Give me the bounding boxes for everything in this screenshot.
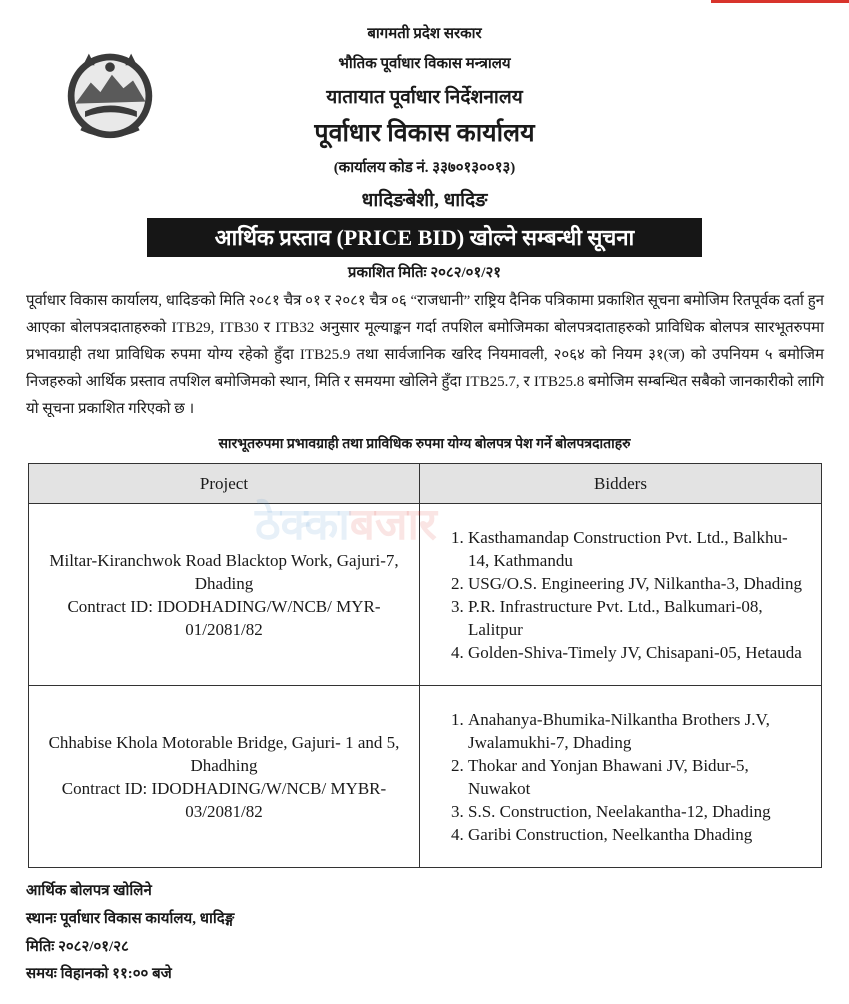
province-government-heading: बागमती प्रदेश सरकार xyxy=(367,26,482,42)
office-heading: पूर्वाधार विकास कार्यालय xyxy=(314,120,535,147)
published-date: प्रकाशित मितिः २०८२/०१/२१ xyxy=(347,265,502,281)
column-header-bidders: Bidders xyxy=(420,464,822,504)
bidders-list xyxy=(442,708,813,846)
list-item: 3. S.S. Construction, Neelakantha-12, Dhading xyxy=(468,800,813,823)
bidders-list xyxy=(442,526,813,664)
table-row xyxy=(29,686,822,868)
bidders-table-title: सारभूतरुपमा प्रभावग्राही तथा प्राविधिक रुपमा योग्य बोलपत्र पेश गर्ने बोलपत्रदाताहरु xyxy=(218,437,631,452)
footer-place: स्थानः पूर्वाधार विकास कार्यालय, धादिङ्ग xyxy=(26,911,235,927)
watermark-part-2: बजार xyxy=(349,499,437,550)
list-item: 2. USG/O.S. Engineering JV, Nilkantha-3, Dhading xyxy=(468,572,813,595)
project-cell xyxy=(29,686,420,868)
directorate-heading: यातायात पूर्वाधार निर्देशनालय xyxy=(326,87,523,108)
list-item: 1. Anahanya-Bhumika-Nilkantha Brothers J.V, Jwalamukhi-7, Dhading xyxy=(468,708,813,754)
project-name: Chhabise Khola Motorable Bridge, Gajuri- 1 and 5, Dhadhing xyxy=(48,732,400,775)
ministry-heading: भौतिक पूर्वाधार विकास मन्त्रालय xyxy=(338,56,511,72)
list-item: 1. Kasthamandap Construction Pvt. Ltd., Balkhu- 14, Kathmandu xyxy=(468,526,813,572)
bidders-table xyxy=(28,463,822,868)
top-accent-line xyxy=(711,0,849,3)
list-item: 3. P.R. Infrastructure Pvt. Ltd., Balkumari-08, Lalitpur xyxy=(468,595,813,641)
bidders-cell xyxy=(420,504,822,686)
footer-opening-label: आर्थिक बोलपत्र खोलिने xyxy=(26,883,152,899)
contract-id: Contract ID: IDODHADING/W/NCB/ MYR-01/2081/82 xyxy=(67,596,381,639)
list-item: 2. Thokar and Yonjan Bhawani JV, Bidur-5, Nuwakot xyxy=(468,754,813,800)
bidders-cell xyxy=(420,686,822,868)
watermark-part-1: ठेक्का xyxy=(255,499,350,550)
footer-date: मितिः २०८२/०१/२८ xyxy=(26,939,129,955)
project-name: Miltar-Kiranchwok Road Blacktop Work, Gajuri-7, Dhading xyxy=(49,550,399,593)
notice-title-banner: आर्थिक प्रस्ताव (PRICE BID) खोल्ने सम्बन्धी सूचना xyxy=(147,218,702,257)
column-header-project: Project xyxy=(29,464,420,504)
contract-id: Contract ID: IDODHADING/W/NCB/ MYBR-03/2081/82 xyxy=(61,778,387,821)
office-code: (कार्यालय कोड नं. ३३७०१३००१३) xyxy=(333,160,516,176)
notice-body-paragraph: पूर्वाधार विकास कार्यालय, धादिङको मिति २०८१ चैत्र ०१ र २०८१ चैत्र ०६ “राजधानी” राष्ट्रिय दैनिक पत्रिकामा प्रकाशित सूचना बमोजिम रितपूर्वक दर्ता हुन आएका बोलपत्रदाताहरुको ITB29, ITB30 र ITB32 अनुसार मूल्याङ्कन गर्दा तपशिल बमोजिमका बोलपत्रदाताहरुको प्राविधिक बोलपत्र सारभूतरुपमा प्रभावग्राही तथा प्राविधिक रुपमा योग्य रहेको हुँदा ITB25.9 तथा सार्वजानिक खरिद नियमावली, २०६४ को नियम ३१(ज) को उपनियम ५ बमोजिम निजहरुको आर्थिक प्रस्ताव तपशिल बमोजिमको स्थान, मिति र समयमा खोलिने हुँदा ITB25.7, र ITB25.8 बमोजिम सम्बन्धित सबैको जानकारीको लागि यो सूचना प्रकाशित गरिएको छ । xyxy=(26,293,824,417)
list-item: 4. Garibi Construction, Neelkantha Dhading xyxy=(468,823,813,846)
table-row xyxy=(29,504,822,686)
footer-time: समयः विहानको ११:०० बजे xyxy=(26,966,172,982)
office-location: धादिङबेशी, धादिङ xyxy=(361,190,488,211)
table-header-row xyxy=(29,464,822,504)
list-item: 4. Golden-Shiva-Timely JV, Chisapani-05, Hetauda xyxy=(468,641,813,664)
project-cell xyxy=(29,504,420,686)
